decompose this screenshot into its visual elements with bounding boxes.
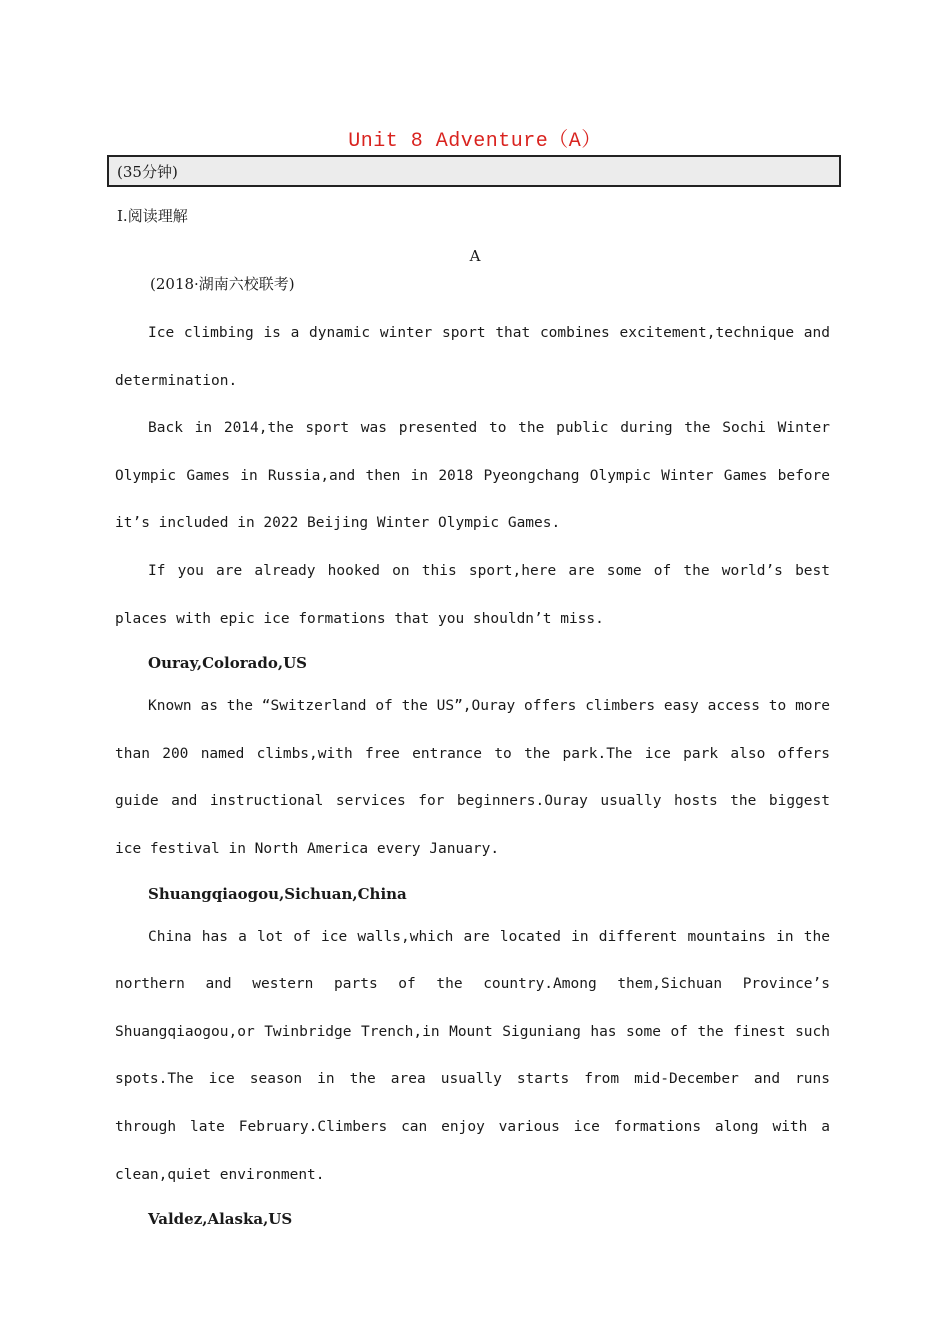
time-limit-box: (35分钟) [107, 155, 841, 187]
page-title: Unit 8 Adventure（A） [348, 130, 602, 153]
passage-label: A [469, 247, 481, 265]
spot-heading: Ouray,Colorado,US [148, 654, 307, 673]
section-heading: Ⅰ.阅读理解 [117, 207, 188, 225]
spot-paragraph: China has a lot of ice walls,which are located in different mountains in the northern and western parts of the country.Among them,Sichuan Province’s Shuangqiaogou,or Twinbridge Trench,in Mount Siguniang has some of the finest such spots.The ice season in the area usually starts from mid-December and runs through late February.Climbers can enjoy various ice formations along with a clean,quiet environment. [115, 928, 830, 1183]
paragraph: Ice climbing is a dynamic winter sport that combines excitement,technique and determination. [115, 325, 830, 389]
paragraph: If you are already hooked on this sport,here are some of the world’s best places with epic ice formations that you shouldn’t miss. [115, 562, 830, 627]
passage-body [115, 310, 830, 1239]
paragraph: Back in 2014,the sport was presented to the public during the Sochi Winter Olympic Games in Russia,and then in 2018 Pyeongchang Olympic Winter Games before it’s included in 2022 Beijing Winter Olympic Games. [115, 420, 830, 532]
spot-heading: Shuangqiaogou,Sichuan,China [148, 884, 407, 903]
spot-heading: Valdez,Alaska,US [148, 1210, 293, 1229]
passage-source: (2018·湖南六校联考) [150, 275, 295, 293]
spot-paragraph: Known as the “Switzerland of the US”,Ouray offers climbers easy access to more than 200 named climbs,with free entrance to the park.The ice park also offers guide and instructional services for beginners.Ouray usually hosts the biggest ice festival in North America every January. [115, 698, 830, 857]
